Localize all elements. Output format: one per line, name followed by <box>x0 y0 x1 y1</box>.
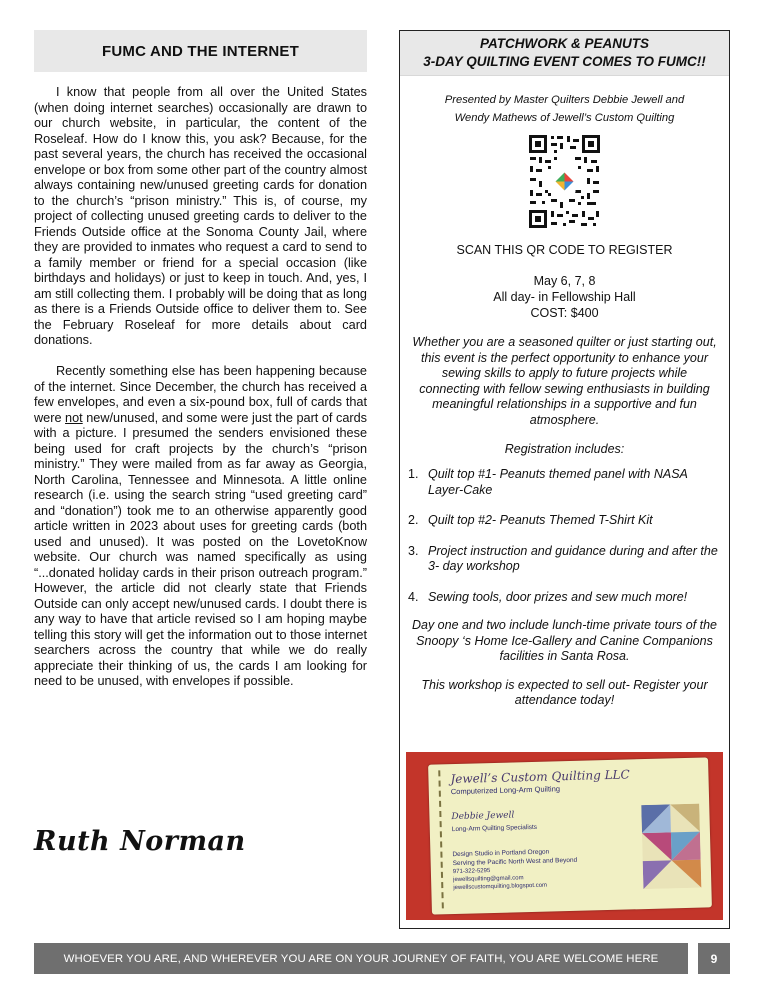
article-title-box <box>34 30 367 72</box>
list-item-number: 1. <box>408 467 419 481</box>
list-item-text: Project instruction and guidance during and after the 3- day workshop <box>428 543 718 573</box>
event-dates: May 6, 7, 8 <box>533 274 596 288</box>
event-details <box>400 273 729 321</box>
event-location: All day- in Fellowship Hall <box>493 290 636 304</box>
list-item-number: 2. <box>408 513 419 527</box>
paragraph-2-end: new/unused, and some were just the part of cards with a picture. I presumed the senders envisioned these being used for craft projects by the church’s “prison ministry.” They were mailed from as far away as Georgia, North Carolina, Tennessee and Minnesota. A little online research (i.e. using the search string “used greeting card” and “donation”) took me to an otherwise apparently good article written in 2023 about uses for greeting cards (both used and unused). It was posted on the LovetoKnow website. Our church was named specifically as using “...donated holiday cards in their prison outreach program.” However, the article did not clearly state that Friends Outside can only accept new/unused cards. I doubt there is any way to have that article revised so I am hoping maybe telling this story will get the information out to those internet searchers across the country that while we do really appreciate their thinking of us, the cards I am looking for need to be unused, with envelopes if possible. <box>34 410 368 688</box>
list-item-text: Sewing tools, door prizes and sew much more! <box>428 589 688 604</box>
event-header <box>400 31 729 76</box>
card-contact <box>453 863 633 892</box>
event-box <box>399 30 730 929</box>
list-item-text: Quilt top #1- Peanuts themed panel with NASA Layer-Cake <box>428 467 688 497</box>
presenters-line-1: Presented by Master Quilters Debbie Jewell and <box>444 94 685 106</box>
presenters-line-2: Wendy Mathews of Jewell’s Custom Quilting <box>454 112 675 124</box>
card-business-name: Jewell’s Custom Quilting LLC <box>450 767 630 787</box>
article-paragraph-1: I know that people from all over the United States (when doing internet searches) occasionally are drawn to our church website, in particular, the content of the Roseleaf. How do I know this, you ask? Because, for the past several years, the church has received the occasional envelope or box from some other part of the country almost always containing new/unused greeting cards for donation to the church’s “prison ministry.” This is, of course, my project of collecting unused greeting cards to deliver to the Friends Outside office at the Sonoma County Jail, where they are provided to inmates who request a card to send to a family member or friend for a special occasion (like birthdays and holidays) or just to keep in touch. And, yes, I am still collecting them. I probably will be doing that as long as there is a Friends Outside office to deliver them to. See the February Roseleaf for more details about card donations. <box>34 85 367 347</box>
card-studio-line-2: Serving the Pacific North West and Beyond <box>452 856 578 867</box>
page-number-box <box>698 943 730 974</box>
business-card-photo <box>406 752 723 920</box>
scan-instruction: SCAN THIS QR CODE TO REGISTER <box>456 243 673 257</box>
list-item-number: 3. <box>408 543 419 558</box>
registration-heading: Registration includes: <box>504 442 625 456</box>
list-item <box>408 513 721 529</box>
card-text <box>450 767 632 892</box>
list-item-number: 4. <box>408 589 419 604</box>
card-specialty: Long-Arm Quilting Specialists <box>451 823 538 834</box>
quilt-block-icon <box>641 804 701 889</box>
event-cost: COST: $400 <box>530 306 599 320</box>
event-title-line-1: PATCHWORK & PEANUTS <box>480 36 649 51</box>
card-phone: 971-322-5295 <box>452 868 491 876</box>
qr-code[interactable] <box>527 133 602 230</box>
tours-note: Day one and two include lunch-time private tours of the Snoopy ‘s Home Ice-Gallery and Canine Companions facilities in Santa Rosa. <box>411 618 718 663</box>
card-stitch-border <box>438 770 446 908</box>
card-tagline: Computerized Long-Arm Quilting <box>450 784 561 797</box>
emphasis-not: not <box>65 410 83 425</box>
list-item <box>408 467 721 498</box>
event-description: Whether you are a seasoned quilter or just starting out, this event is the perfect opportunity to enhance your sewing skills to apply to future projects while connecting with fellow sewing enthusiasts in building meaningful relationships in a supportive and fun atmosphere. <box>412 335 717 427</box>
paragraph-2-start: Recently something else has been happening because of the internet. Since December, the church has received a few envelopes, and even a six-pound box, full of cards that were <box>34 364 367 425</box>
sellout-note: This workshop is expected to sell out- Register your attendance today! <box>421 677 708 707</box>
page-number: 9 <box>710 951 718 966</box>
event-title-line-2: 3-DAY QUILTING EVENT COMES TO FUMC!! <box>423 54 706 69</box>
list-item-text: Quilt top #2- Peanuts Themed T-Shirt Kit <box>428 513 653 527</box>
card-blog: jewellscustomquilting.blogspot.com <box>453 882 548 892</box>
article-body <box>34 85 367 690</box>
article-paragraph-2 <box>34 364 367 690</box>
footer-text: WHOEVER YOU ARE, AND WHEREVER YOU ARE ON YOUR JOURNEY OF FAITH, YOU ARE WELCOME HERE <box>63 952 659 965</box>
footer-banner <box>34 943 688 974</box>
list-item <box>408 544 721 575</box>
card-studio-line-1: Design Studio in Portland Oregon <box>452 848 550 859</box>
card-person: Debbie Jewell <box>451 810 515 823</box>
registration-list <box>400 467 729 605</box>
author-signature: Ruth Norman <box>34 826 246 857</box>
business-card <box>428 757 712 914</box>
list-item <box>408 590 721 606</box>
presenters <box>400 91 729 127</box>
article-title: FUMC AND THE INTERNET <box>102 42 299 60</box>
card-email: jewellsquilting@gmail.com <box>453 875 524 884</box>
